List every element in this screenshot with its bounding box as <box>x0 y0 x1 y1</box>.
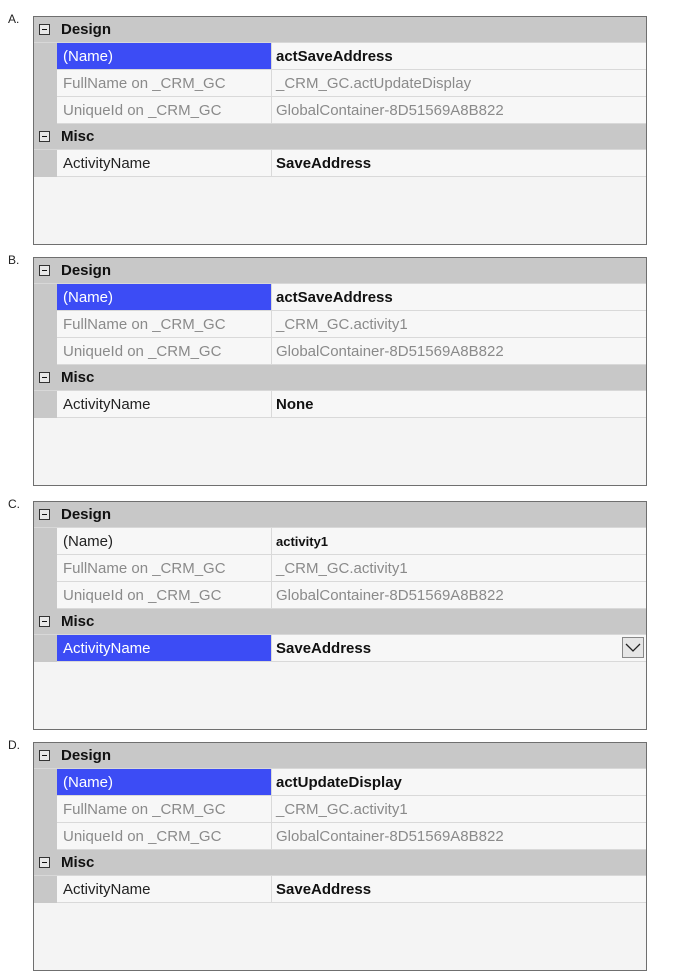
property-name[interactable]: ActivityName <box>57 876 272 903</box>
property-name[interactable]: ActivityName <box>57 391 272 418</box>
property-name[interactable]: ActivityName <box>57 635 272 662</box>
category-misc[interactable] <box>34 124 646 150</box>
property-row-uniqueid[interactable] <box>34 823 646 850</box>
category-label: Misc <box>61 854 95 871</box>
category-label: Design <box>61 21 112 38</box>
category-misc[interactable] <box>34 365 646 391</box>
collapse-icon[interactable] <box>39 750 50 761</box>
property-grid-b <box>33 257 647 486</box>
property-row-fullname[interactable] <box>34 311 646 338</box>
property-value: _CRM_GC.activity1 <box>272 555 646 582</box>
category-label: Misc <box>61 613 95 630</box>
property-value: _CRM_GC.activity1 <box>272 796 646 823</box>
category-misc[interactable] <box>34 609 646 635</box>
property-name[interactable]: UniqueId on _CRM_GC <box>57 823 272 850</box>
option-letter-b: B. <box>8 253 20 267</box>
property-value[interactable]: activity1 <box>272 528 646 555</box>
option-letter-a: A. <box>8 12 20 26</box>
property-row-activityname[interactable] <box>34 635 646 662</box>
property-name[interactable]: FullName on _CRM_GC <box>57 70 272 97</box>
property-value[interactable]: actUpdateDisplay <box>272 769 646 796</box>
dropdown-button[interactable] <box>622 637 644 658</box>
collapse-icon[interactable] <box>39 265 50 276</box>
property-name[interactable]: UniqueId on _CRM_GC <box>57 97 272 124</box>
category-design[interactable] <box>34 258 646 284</box>
property-value[interactable]: SaveAddress <box>272 876 646 903</box>
property-value: _CRM_GC.activity1 <box>272 311 646 338</box>
property-value[interactable]: SaveAddress <box>272 150 646 177</box>
property-grid-d <box>33 742 647 971</box>
property-name[interactable]: UniqueId on _CRM_GC <box>57 338 272 365</box>
property-row-name[interactable] <box>34 284 646 311</box>
property-row-fullname[interactable] <box>34 796 646 823</box>
property-value[interactable] <box>272 635 646 662</box>
category-label: Design <box>61 262 112 279</box>
property-value-text: SaveAddress <box>276 639 372 657</box>
collapse-icon[interactable] <box>39 131 50 142</box>
property-row-uniqueid[interactable] <box>34 582 646 609</box>
category-label: Misc <box>61 128 95 145</box>
property-value: GlobalContainer-8D51569A8B822 <box>272 582 646 609</box>
property-name[interactable]: (Name) <box>57 528 272 555</box>
property-grid-a <box>33 16 647 245</box>
property-row-fullname[interactable] <box>34 555 646 582</box>
category-design[interactable] <box>34 502 646 528</box>
property-row-uniqueid[interactable] <box>34 97 646 124</box>
collapse-icon[interactable] <box>39 24 50 35</box>
collapse-icon[interactable] <box>39 372 50 383</box>
property-name[interactable]: FullName on _CRM_GC <box>57 796 272 823</box>
option-letter-c: C. <box>8 497 20 511</box>
category-label: Design <box>61 506 112 523</box>
property-name[interactable]: (Name) <box>57 769 272 796</box>
category-label: Misc <box>61 369 95 386</box>
property-row-uniqueid[interactable] <box>34 338 646 365</box>
property-row-fullname[interactable] <box>34 70 646 97</box>
property-name[interactable]: FullName on _CRM_GC <box>57 555 272 582</box>
category-design[interactable] <box>34 743 646 769</box>
property-value: GlobalContainer-8D51569A8B822 <box>272 823 646 850</box>
category-misc[interactable] <box>34 850 646 876</box>
property-row-name[interactable] <box>34 769 646 796</box>
collapse-icon[interactable] <box>39 857 50 868</box>
property-row-activityname[interactable] <box>34 150 646 177</box>
property-name[interactable]: FullName on _CRM_GC <box>57 311 272 338</box>
property-name[interactable]: UniqueId on _CRM_GC <box>57 582 272 609</box>
collapse-icon[interactable] <box>39 616 50 627</box>
property-row-activityname[interactable] <box>34 391 646 418</box>
property-row-activityname[interactable] <box>34 876 646 903</box>
property-value: GlobalContainer-8D51569A8B822 <box>272 338 646 365</box>
option-letter-d: D. <box>8 738 20 752</box>
property-value[interactable]: None <box>272 391 646 418</box>
property-name[interactable]: (Name) <box>57 284 272 311</box>
property-value: GlobalContainer-8D51569A8B822 <box>272 97 646 124</box>
chevron-down-icon <box>625 643 641 653</box>
collapse-icon[interactable] <box>39 509 50 520</box>
property-row-name[interactable] <box>34 528 646 555</box>
property-grid-c <box>33 501 647 730</box>
category-design[interactable] <box>34 17 646 43</box>
property-name[interactable]: (Name) <box>57 43 272 70</box>
property-row-name[interactable] <box>34 43 646 70</box>
category-label: Design <box>61 747 112 764</box>
property-name[interactable]: ActivityName <box>57 150 272 177</box>
property-value[interactable]: actSaveAddress <box>272 43 646 70</box>
property-value[interactable]: actSaveAddress <box>272 284 646 311</box>
property-value: _CRM_GC.actUpdateDisplay <box>272 70 646 97</box>
